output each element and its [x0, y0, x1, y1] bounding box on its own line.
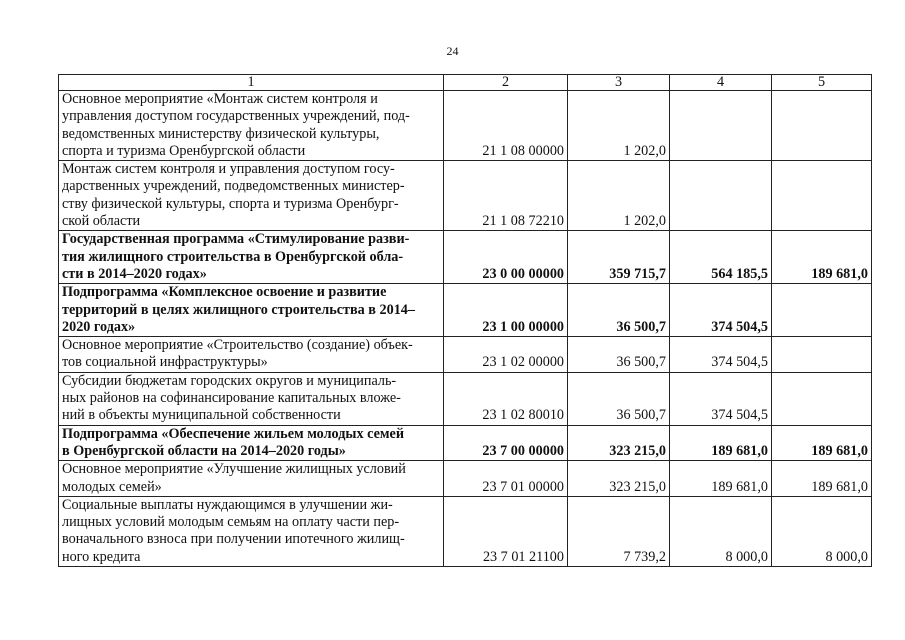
budget-code: 23 7 00 00000 [444, 425, 568, 461]
value-col-4: 374 504,5 [670, 372, 772, 425]
budget-table [58, 74, 872, 567]
table-row [59, 91, 872, 161]
description-line: Основное мероприятие «Строительство (создание) объек- [62, 337, 413, 354]
budget-code: 21 1 08 00000 [444, 91, 568, 161]
value-col-3: 7 739,2 [568, 496, 670, 566]
budget-code: 23 7 01 21100 [444, 496, 568, 566]
description-line: лищных условий молодым семьям на оплату части пер- [62, 514, 400, 531]
value-col-5: 8 000,0 [772, 496, 872, 566]
value-col-5 [772, 372, 872, 425]
row-description [59, 496, 444, 566]
table-row [59, 231, 872, 284]
value-col-5 [772, 161, 872, 231]
value-col-4: 564 185,5 [670, 231, 772, 284]
row-description [59, 425, 444, 461]
table-row [59, 461, 872, 497]
description-line: тов социальной инфраструктуры» [62, 354, 268, 371]
description-line: Подпрограмма «Обеспечение жильем молодых семей [62, 425, 405, 442]
value-col-4: 374 504,5 [670, 337, 772, 373]
description-line: ведомственных министерству физической культуры, [62, 125, 380, 142]
row-description [59, 372, 444, 425]
value-col-3: 323 215,0 [568, 425, 670, 461]
value-col-5 [772, 91, 872, 161]
table-row [59, 161, 872, 231]
description-line: Монтаж систем контроля и управления доступом госу- [62, 161, 395, 178]
row-description [59, 461, 444, 497]
budget-code: 21 1 08 72210 [444, 161, 568, 231]
description-line: ской области [62, 213, 141, 230]
row-description [59, 284, 444, 337]
value-col-4: 374 504,5 [670, 284, 772, 337]
budget-code: 23 1 02 80010 [444, 372, 568, 425]
description-line: Основное мероприятие «Улучшение жилищных условий [62, 461, 406, 478]
description-line: ству физической культуры, спорта и туризма Оренбург- [62, 195, 399, 212]
value-col-5 [772, 284, 872, 337]
budget-code: 23 1 00 00000 [444, 284, 568, 337]
value-col-4: 8 000,0 [670, 496, 772, 566]
value-col-3: 36 500,7 [568, 284, 670, 337]
description-line: ного кредита [62, 548, 141, 565]
row-description [59, 161, 444, 231]
column-header: 2 [444, 75, 568, 91]
table-row [59, 284, 872, 337]
table-row [59, 372, 872, 425]
table-row [59, 337, 872, 373]
description-line: управления доступом государственных учреждений, под- [62, 108, 410, 125]
description-line: Основное мероприятие «Монтаж систем контроля и [62, 91, 378, 107]
description-line: сти в 2014–2020 годах» [62, 265, 207, 282]
description-line: Государственная программа «Стимулирование разви- [62, 231, 410, 248]
description-line: молодых семей» [62, 478, 162, 495]
description-line: спорта и туризма Оренбургской области [62, 142, 306, 159]
description-line: воначального взноса при получении ипотечного жилищ- [62, 531, 405, 548]
description-line: территорий в целях жилищного строительства в 2014– [62, 301, 415, 318]
description-line: Подпрограмма «Комплексное освоение и развитие [62, 284, 387, 301]
value-col-5: 189 681,0 [772, 231, 872, 284]
column-header: 3 [568, 75, 670, 91]
page-number: 24 [446, 44, 459, 58]
value-col-4 [670, 161, 772, 231]
value-col-3: 1 202,0 [568, 161, 670, 231]
value-col-3: 323 215,0 [568, 461, 670, 497]
description-line: 2020 годах» [62, 318, 136, 335]
column-header: 5 [772, 75, 872, 91]
description-line: ний в объекты муниципальной собственности [62, 407, 341, 424]
value-col-3: 36 500,7 [568, 337, 670, 373]
budget-code: 23 0 00 00000 [444, 231, 568, 284]
row-description [59, 91, 444, 161]
budget-code: 23 1 02 00000 [444, 337, 568, 373]
description-line: Социальные выплаты нуждающимся в улучшении жи- [62, 496, 393, 513]
table-body [59, 91, 872, 567]
description-line: в Оренбургской области на 2014–2020 годы» [62, 442, 346, 459]
row-description [59, 231, 444, 284]
header-row [59, 75, 872, 91]
column-header: 1 [59, 75, 444, 91]
value-col-3: 1 202,0 [568, 91, 670, 161]
value-col-4: 189 681,0 [670, 425, 772, 461]
value-col-4 [670, 91, 772, 161]
value-col-5: 189 681,0 [772, 461, 872, 497]
description-line: Субсидии бюджетам городских округов и муниципаль- [62, 372, 397, 389]
value-col-5: 189 681,0 [772, 425, 872, 461]
description-line: тия жилищного строительства в Оренбургской обла- [62, 248, 404, 265]
description-line: ных районов на софинансирование капитальных вложе- [62, 390, 401, 407]
description-line: дарственных учреждений, подведомственных министер- [62, 178, 405, 195]
value-col-3: 36 500,7 [568, 372, 670, 425]
table-row [59, 496, 872, 566]
value-col-5 [772, 337, 872, 373]
row-description [59, 337, 444, 373]
value-col-3: 359 715,7 [568, 231, 670, 284]
budget-code: 23 7 01 00000 [444, 461, 568, 497]
table-row [59, 425, 872, 461]
column-header: 4 [670, 75, 772, 91]
value-col-4: 189 681,0 [670, 461, 772, 497]
